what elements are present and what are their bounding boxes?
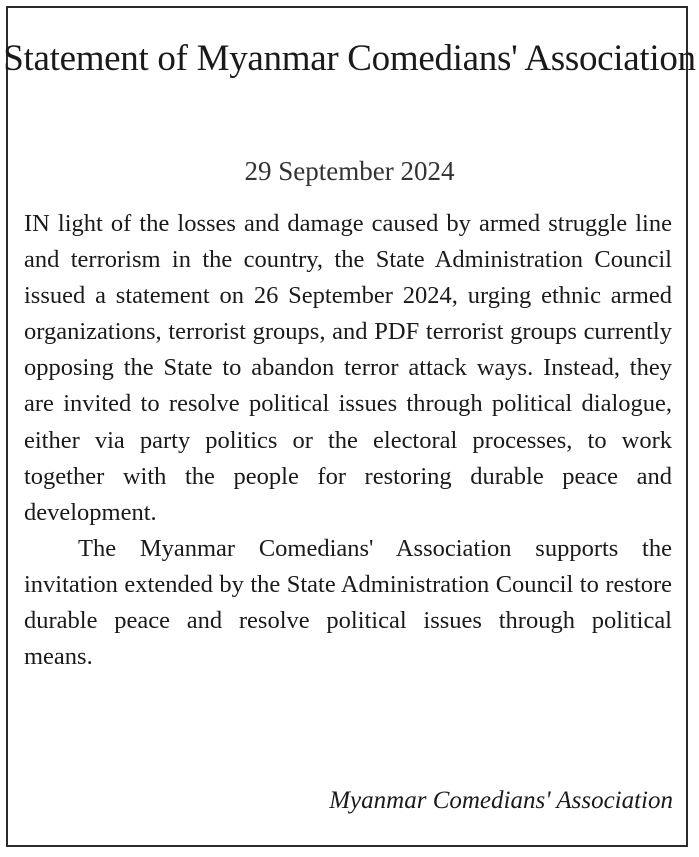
statement-body xyxy=(24,206,672,675)
statement-title: Statement of Myanmar Comedians' Association xyxy=(3,38,696,79)
signature: Myanmar Comedians' Association xyxy=(329,787,673,814)
statement-date: 29 September 2024 xyxy=(244,156,455,186)
paragraph-2: The Myanmar Comedians' Association supports the invitation extended by the State Administration Council to restore durable peace and resolve political issues through political means. xyxy=(24,534,672,671)
paragraph-1: IN light of the losses and damage caused by armed struggle line and terrorism in the country, the State Administration Council issued a statement on 26 September 2024, urging ethnic armed organizations, terrorist groups, and PDF terrorist groups currently opposing the State to abandon terror attack ways. Instead, they are invited to resolve political issues through political dialogue, either via party politics or the electoral processes, to work together with the people for restoring durable peace and development. xyxy=(24,210,672,526)
